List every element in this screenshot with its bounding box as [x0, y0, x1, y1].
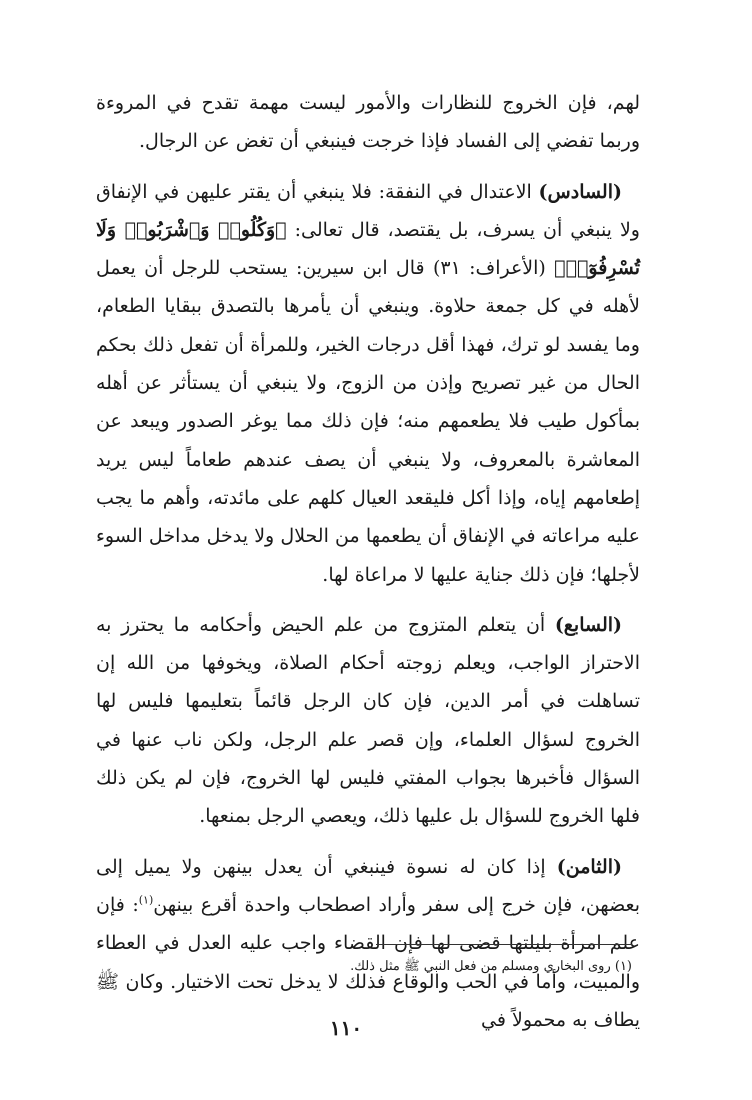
paragraph-text: لهم، فإن الخروج للنظارات والأمور ليست مهمة تقدح في المروءة وربما تفضي إلى الفساد فإذا خرجت فينبغي أن تغض عن الرجال.	[96, 92, 640, 153]
page-body	[96, 84, 640, 1051]
paragraph-text: الاعتدال في النفقة: فلا ينبغي أن يقتر عليهن في الإنفاق ولا ينبغي أن يسرف، بل يقتصد، قال تعالى:	[96, 180, 640, 241]
paragraph-sixth	[96, 173, 640, 594]
paragraph-heading: (السابع)	[554, 613, 622, 636]
paragraph-continuation	[96, 84, 640, 161]
paragraph-text: (الأعراف: ٣١) قال ابن سيرين: يستحب للرجل أن يعمل لأهله في كل جمعة حلاوة. وينبغي أن يأمرها بالتصدق ببقايا الطعام، وما يفسد لو ترك، فهذا أقل درجات الخير، وللمرأة أن تفعل ذلك بحكم الحال من غير تصريح وإذن من الزوج، ولا ينبغي أن يستأثر عن أهله بمأكول طيب فلا يطعمهم منه؛ فإن ذلك مما يوغر الصدور ويبعد عن المعاشرة بالمعروف، ولا ينبغي أن يصف عندهم طعاماً ليس يريد إطعامهم إياه، وإذا أكل فليقعد العيال كلهم على مائدته، وأهم ما يجب عليه مراعاته في الإنفاق أن يطعمها من الحلال ولا يدخل مداخل السوء لأجلها؛ فإن ذلك جناية عليها لا مراعاة لها.	[96, 257, 640, 586]
page-number: ١١٠	[329, 1016, 363, 1040]
quran-verse: ﴿وَكُلُوا۟ وَٱشْرَبُوا۟ وَلَا تُسْرِفُوٓا۟﴾	[96, 218, 640, 280]
paragraph-text: أن يتعلم المتزوج من علم الحيض وأحكامه ما يحترز به الاحتراز الواجب، ويعلم زوجته أحكام الصلاة، ويخوفها من الله إن تساهلت في أمر الدين، فإن كان الرجل قائماً بتعليمها فليس لها الخروج لسؤال العلماء، وإن قصر علم الرجل، ولكن ناب عنها في السؤال فأخبرها بجواب المفتي فليس لها الخروج، فإن لم يكن ذلك فلها الخروج للسؤال بل عليها ذلك، ويعصي الرجل بمنعها.	[96, 613, 640, 828]
paragraph-text: إذا كان له نسوة فينبغي أن يعدل بينهن ولا يميل إلى بعضهن، فإن خرج إلى سفر وأراد اصطحاب واحدة أقرع بينهن	[96, 855, 640, 916]
footnote-divider	[376, 944, 632, 945]
footnote-reference: (١)	[138, 893, 154, 907]
paragraph-text: : فإن علم امرأة بليلتها قضى لها فإن القضاء واجب عليه العدل في العطاء والمبيت، وأما في الحب والوقاع فذلك لا يدخل تحت الاختيار. وكان ﷺ يطاف به محمولاً في	[96, 893, 640, 1031]
footnote: (١) روى البخاري ومسلم من فعل النبي ﷺ مثل ذلك.	[350, 959, 632, 974]
paragraph-heading: (الثامن)	[556, 855, 622, 878]
paragraph-seventh	[96, 606, 640, 836]
paragraph-heading: (السادس)	[538, 180, 622, 203]
